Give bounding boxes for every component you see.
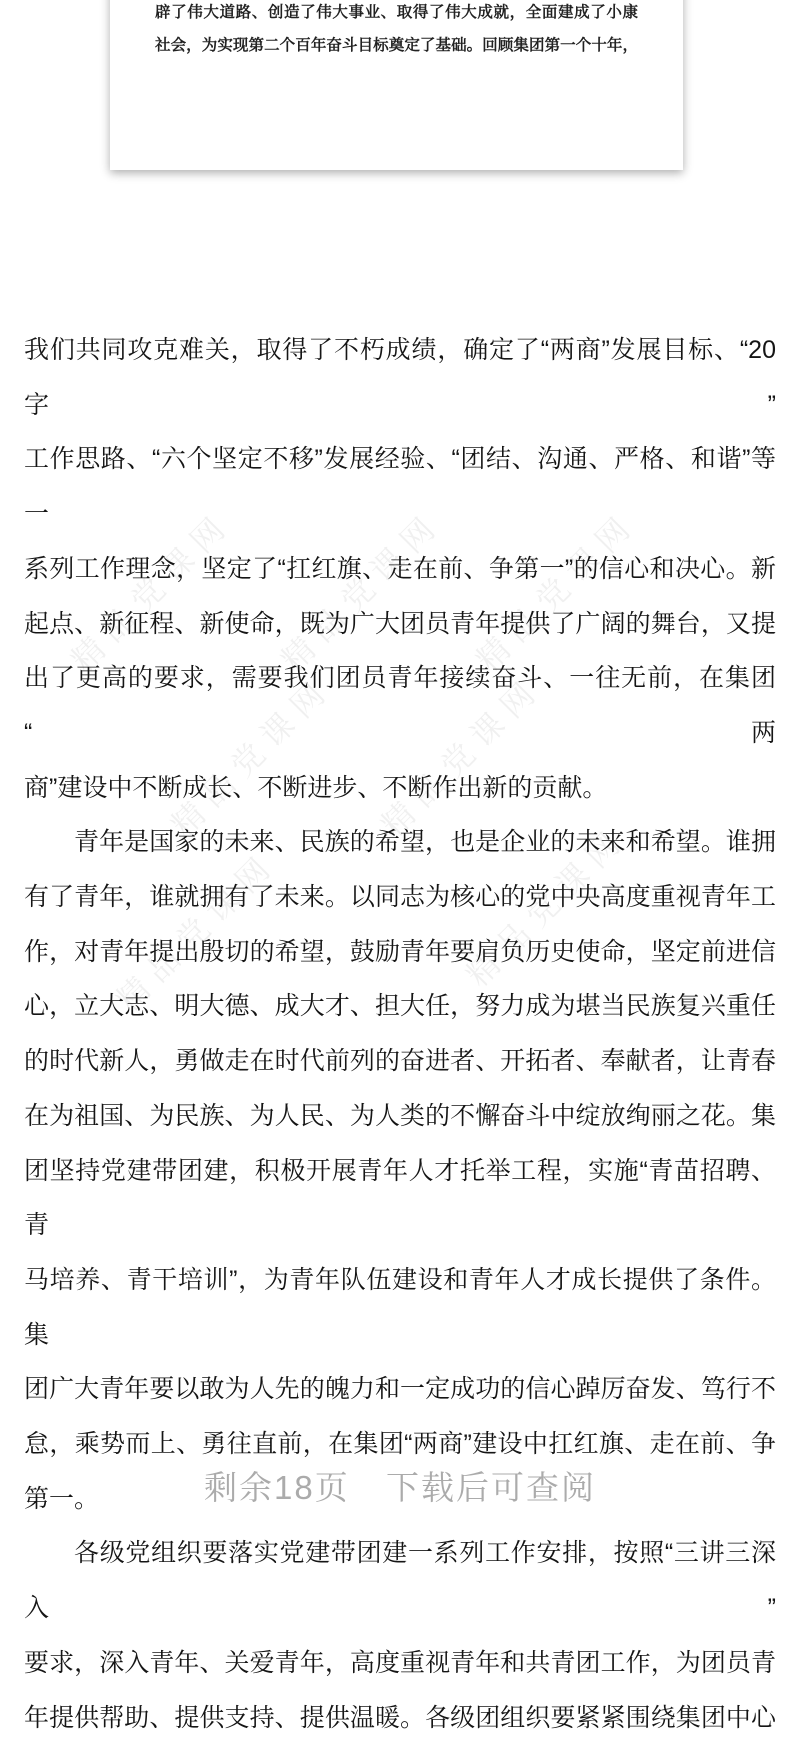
watermark-text: 精品党课网 bbox=[109, 844, 284, 1019]
page-preview-text bbox=[110, 0, 683, 62]
body-line: 心，立大志、明大德、成大才、担大任，努力成为堪当民族复兴重任 bbox=[24, 992, 776, 1021]
watermark-text: 精品党课网 bbox=[164, 669, 339, 844]
body-line: 第一。 bbox=[24, 1484, 100, 1513]
download-hint-label: 下载后可查阅 bbox=[386, 1469, 596, 1506]
body-line: 我们共同攻克难关，取得了不朽成绩，确定了“两商”发展目标、“20 字” bbox=[24, 336, 776, 419]
body-line: 起点、新征程、新使命，既为广大团员青年提供了广阔的舞台，又提 bbox=[24, 609, 776, 638]
body-line: 在为祖国、为民族、为人民、为人类的不懈奋斗中绽放绚丽之花。集 bbox=[24, 1101, 776, 1130]
body-line: 有了青年，谁就拥有了未来。以同志为核心的党中央高度重视青年工 bbox=[24, 883, 776, 912]
body-line: 年提供帮助、提供支持、提供温暖。各级团组织要紧紧围绕集团中心 bbox=[24, 1703, 776, 1732]
watermark-text: 精品党课网 bbox=[64, 504, 239, 679]
preview-line: 辟了伟大道路、创造了伟大事业、取得了伟大成就，全面建成了小康 bbox=[155, 4, 638, 21]
body-line: 工作思路、“六个坚定不移”发展经验、“团结、沟通、严格、和谐”等一 bbox=[24, 445, 776, 529]
watermark-text: 精品党课网 bbox=[459, 819, 634, 994]
watermark-text: 精品党课网 bbox=[469, 504, 644, 679]
body-line: 要求，深入青年、关爱青年，高度重视青年和共青团工作，为团员青 bbox=[24, 1648, 776, 1677]
body-line: 马培养、青干培训”，为青年队伍建设和青年人才成长提供了条件。集 bbox=[24, 1265, 776, 1349]
body-line: 系列工作理念，坚定了“扛红旗、走在前、争第一”的信心和决心。新 bbox=[24, 554, 776, 583]
body-line: 作，对青年提出殷切的希望，鼓励青年要肩负历史使命，坚定前进信 bbox=[24, 937, 776, 966]
preview-line: 社会，为实现第二个百年奋斗目标奠定了基础。回顾集团第一个十年， bbox=[155, 37, 638, 54]
body-line: 的时代新人，勇做走在时代前列的奋进者、开拓者、奉献者，让青春 bbox=[24, 1047, 776, 1076]
document-body bbox=[24, 323, 776, 1745]
watermark-text: 精品党课网 bbox=[274, 504, 449, 679]
body-line: 团广大青年要以敢为人先的魄力和一定成功的信心踔厉奋发、笃行不 bbox=[24, 1375, 776, 1404]
watermark-text: 精品党课网 bbox=[374, 669, 549, 844]
body-line: 各级党组织要落实党建带团建一系列工作安排，按照“三讲三深入” bbox=[24, 1539, 776, 1623]
remaining-pages-label: 剩余18页 bbox=[203, 1469, 350, 1506]
body-line: 商”建设中不断成长、不断进步、不断作出新的贡献。 bbox=[24, 773, 608, 802]
remaining-pages-footer bbox=[0, 1462, 800, 1509]
body-line: 出了更高的要求，需要我们团员青年接续奋斗、一往无前，在集团“两 bbox=[24, 664, 776, 747]
body-line: 怠，乘势而上、勇往直前，在集团“两商”建设中扛红旗、走在前、争 bbox=[24, 1430, 776, 1459]
body-line: 团坚持党建带团建，积极开展青年人才托举工程，实施“青苗招聘、青 bbox=[24, 1156, 776, 1240]
page-preview-card bbox=[110, 0, 683, 170]
body-line: 青年是国家的未来、民族的希望，也是企业的未来和希望。谁拥 bbox=[74, 828, 776, 857]
